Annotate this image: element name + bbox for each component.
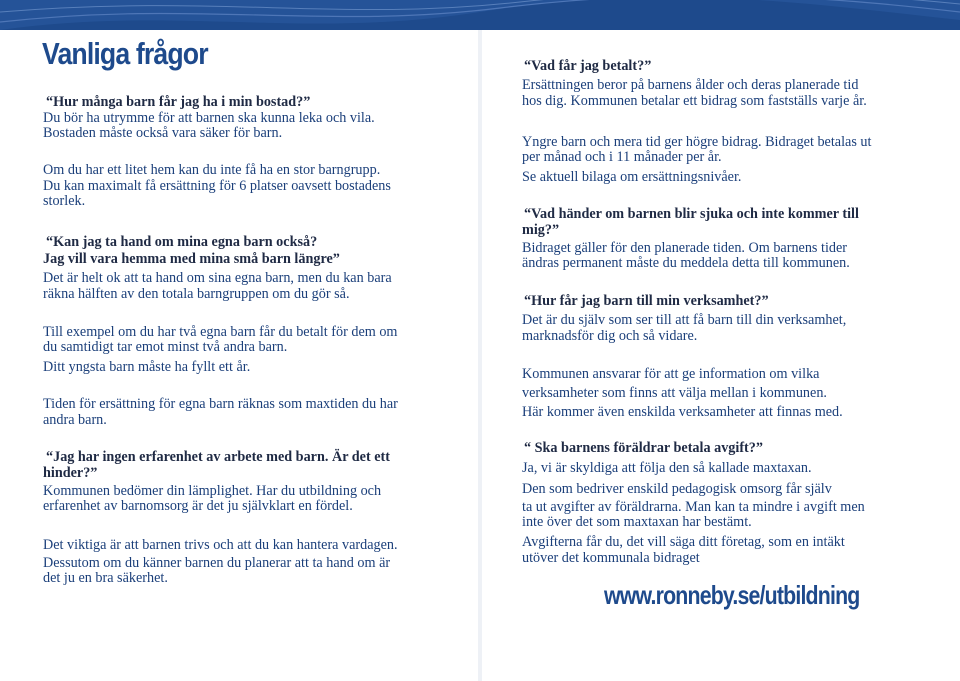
answer-line: Här kommer även enskilda verksamheter att finnas med. [522, 404, 843, 420]
answer-line: Den som bedriver enskild pedagogisk omsorg får själv [522, 481, 832, 497]
answer-line: Avgifterna får du, det vill säga ditt företag, som en intäkt [522, 534, 845, 550]
page-title: Vanliga frågor [42, 36, 208, 71]
answer-line: Dessutom om du känner barnen du planerar att ta hand om är [43, 555, 391, 571]
answer-line: räkna hälften av den totala barngruppen om du gör så. [43, 286, 350, 302]
answer-line: Det viktiga är att barnen trivs och att du kan hantera vardagen. [43, 537, 398, 553]
question-egna-barn-cont: Jag vill vara hemma med mina små barn längre” [43, 251, 340, 267]
answer-line: utöver det kommunala bidraget [522, 550, 700, 566]
question-sjuka-cont: mig?” [522, 222, 560, 238]
answer-line: Du bör ha utrymme för att barnen ska kunna leka och vila. [43, 110, 375, 126]
answer-line: storlek. [43, 193, 86, 209]
answer-line: Det är du själv som ser till att få barn till din verksamhet, [522, 312, 847, 328]
question-bostad: “Hur många barn får jag ha i min bostad?” [46, 94, 311, 110]
answer-line: Yngre barn och mera tid ger högre bidrag. Bidraget betalas ut [522, 134, 872, 150]
answer-line: hos dig. Kommunen betalar ett bidrag som fastställs varje år. [522, 93, 867, 109]
answer-line: marknadsför dig och så vidare. [522, 328, 698, 344]
answer-line: Du kan maximalt få ersättning för 6 platser oavsett bostadens [43, 178, 391, 194]
wave-pattern-icon [0, 0, 960, 30]
answer-line: inte över det som maxtaxan har bestämt. [522, 514, 752, 530]
question-verksamhet: “Hur får jag barn till min verksamhet?” [524, 293, 769, 309]
question-avgift: “ Ska barnens föräldrar betala avgift?” [524, 440, 763, 456]
decorative-header-band [0, 0, 960, 30]
answer-line: det ju en bra säkerhet. [43, 570, 168, 586]
question-erfarenhet: “Jag har ingen erfarenhet av arbete med barn. Är det ett [46, 449, 390, 465]
answer-line: Ditt yngsta barn måste ha fyllt ett år. [43, 359, 251, 375]
answer-line: andra barn. [43, 412, 107, 428]
answer-line: Kommunen ansvarar för att ge information om vilka [522, 366, 820, 382]
answer-line: Ja, vi är skyldiga att följa den så kallade maxtaxan. [522, 460, 812, 476]
answer-line: Tiden för ersättning för egna barn räknas som maxtiden du har [43, 396, 398, 412]
answer-line: verksamheter som finns att välja mellan i kommunen. [522, 385, 827, 401]
answer-line: per månad och i 11 månader per år. [522, 149, 722, 165]
answer-line: ta ut avgifter av föräldrarna. Man kan ta mindre i avgift men [522, 499, 865, 515]
question-egna-barn: “Kan jag ta hand om mina egna barn också? [46, 234, 318, 250]
question-erfarenhet-cont: hinder?” [43, 465, 98, 481]
question-betalt: “Vad får jag betalt?” [524, 58, 652, 74]
answer-line: Kommunen bedömer din lämplighet. Har du utbildning och [43, 483, 382, 499]
website-url: www.ronneby.se/utbildning [604, 580, 860, 610]
answer-line: ändras permanent måste du meddela detta till kommunen. [522, 255, 850, 271]
answer-line: Till exempel om du har två egna barn får du betalt för dem om [43, 324, 398, 340]
answer-line: erfarenhet av barnomsorg är det ju självklart en fördel. [43, 498, 353, 514]
answer-line: du samtidigt tar emot minst två andra barn. [43, 339, 288, 355]
answer-line: Bidraget gäller för den planerade tiden. Om barnens tider [522, 240, 848, 256]
answer-line: Se aktuell bilaga om ersättningsnivåer. [522, 169, 742, 185]
question-sjuka: “Vad händer om barnen blir sjuka och inte kommer till [524, 206, 859, 222]
answer-line: Bostaden måste också vara säker för barn. [43, 125, 283, 141]
answer-line: Ersättningen beror på barnens ålder och deras planerade tid [522, 77, 859, 93]
answer-line: Om du har ett litet hem kan du inte få ha en stor barngrupp. [43, 162, 381, 178]
answer-line: Det är helt ok att ta hand om sina egna barn, men du kan bara [43, 270, 392, 286]
